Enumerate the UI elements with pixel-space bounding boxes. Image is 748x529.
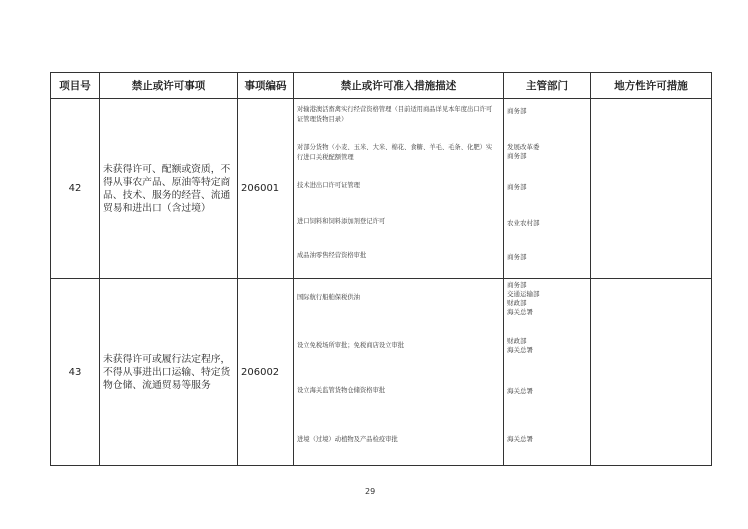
row-matter: 未获得许可或履行法定程序，不得从事进出口运输、特定货物仓储、流通贸易等服务 xyxy=(100,279,238,466)
measure-item: 成品油零售经营资格审批 xyxy=(297,252,367,259)
table-row xyxy=(51,279,712,466)
header-department: 主管部门 xyxy=(504,73,591,99)
row-departments xyxy=(504,279,591,466)
department-group xyxy=(507,219,540,228)
department-name: 商务部 xyxy=(507,152,527,160)
header-local-measures: 地方性许可措施 xyxy=(591,73,712,99)
department-name: 海关总署 xyxy=(507,346,533,354)
measure-item: 对输港澳活畜禽实行经营资格管理（目前适用商品详见本年度出口许可证管理货物目录） xyxy=(297,106,493,123)
department-group xyxy=(507,107,527,116)
department-name: 海关总署 xyxy=(507,435,533,443)
row-local-measures xyxy=(591,279,712,466)
department-name: 财政部 xyxy=(507,299,527,307)
header-measures: 禁止或许可准入措施描述 xyxy=(294,73,504,99)
row-code: 206002 xyxy=(238,279,294,466)
department-name: 交通运输部 xyxy=(507,290,540,298)
measure-item: 国际航行船舶保税供油 xyxy=(297,294,360,301)
department-name: 商务部 xyxy=(507,253,527,261)
department-name: 财政部 xyxy=(507,337,527,345)
measure-item: 进境（过境）动植物及产品检疫审批 xyxy=(297,436,398,443)
negative-list-table xyxy=(50,72,712,466)
department-group xyxy=(507,253,527,262)
department-name: 发展改革委 xyxy=(507,143,540,151)
department-group xyxy=(507,387,533,396)
header-matter: 禁止或许可事项 xyxy=(100,73,238,99)
measure-item: 对部分货物（小麦、玉米、大米、棉花、食糖、羊毛、毛条、化肥）实行进口关税配额管理 xyxy=(297,144,493,161)
table-row xyxy=(51,99,712,279)
page-number: 29 xyxy=(365,487,376,496)
department-name: 海关总署 xyxy=(507,308,533,316)
row-number: 43 xyxy=(51,279,100,466)
header-row xyxy=(51,73,712,99)
measure-item: 设立海关监管货物仓储资格审批 xyxy=(297,387,386,394)
row-measures xyxy=(294,279,504,466)
row-matter: 未获得许可、配额或资质，不得从事农产品、原油等特定商品、技术、服务的经营、流通贸易和进出口（含过境） xyxy=(100,99,238,279)
measure-item: 设立免税场所审批；免税商店设立审批 xyxy=(297,342,405,349)
row-local-measures xyxy=(591,99,712,279)
department-name: 商务部 xyxy=(507,107,527,115)
department-group xyxy=(507,281,540,317)
department-group xyxy=(507,435,533,444)
department-group xyxy=(507,143,540,161)
department-name: 农业农村部 xyxy=(507,219,540,227)
department-name: 海关总署 xyxy=(507,387,533,395)
row-code: 206001 xyxy=(238,99,294,279)
department-name: 商务部 xyxy=(507,281,527,289)
measure-item: 进口饲料和饲料添加剂登记许可 xyxy=(297,218,386,225)
row-number: 42 xyxy=(51,99,100,279)
measure-item: 技术进出口许可证管理 xyxy=(297,182,360,189)
row-measures xyxy=(294,99,504,279)
department-group xyxy=(507,337,533,355)
header-item-number: 项目号 xyxy=(51,73,100,99)
department-name: 商务部 xyxy=(507,183,527,191)
department-group xyxy=(507,183,527,192)
header-code: 事项编码 xyxy=(238,73,294,99)
row-departments xyxy=(504,99,591,279)
